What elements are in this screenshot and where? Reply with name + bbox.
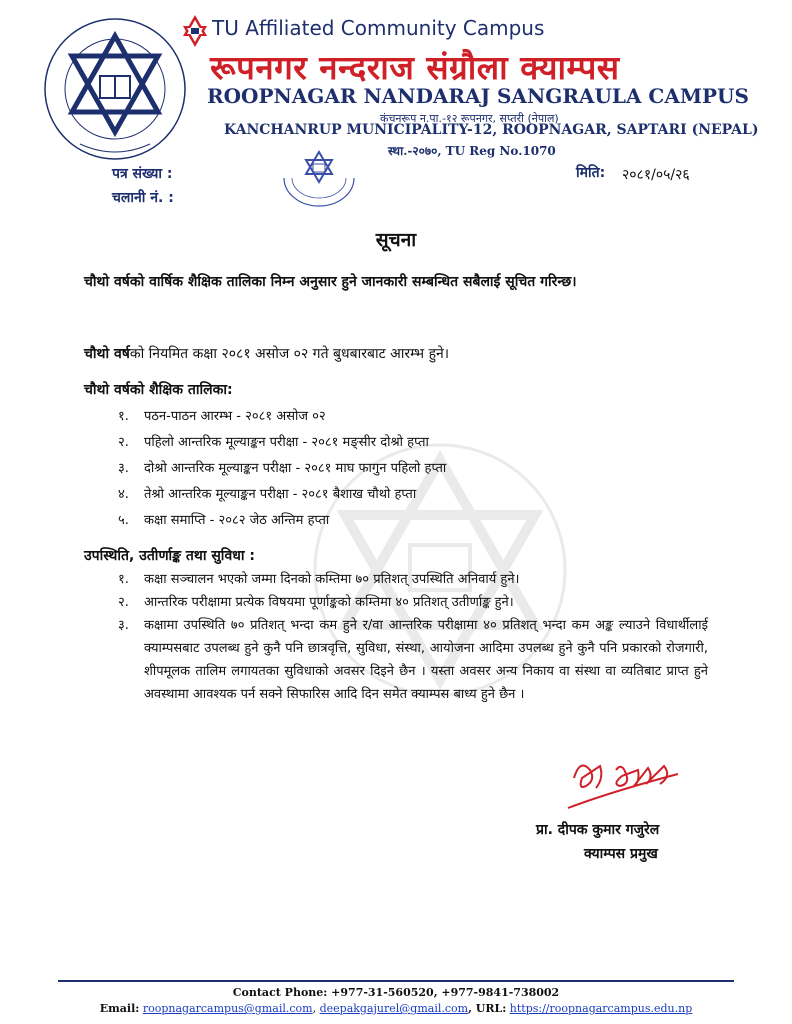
separator: ,	[312, 1002, 317, 1015]
date-value: २०८१/०५/२६	[622, 167, 690, 183]
list-text: कक्षामा उपस्थिति ७० प्रतिशत् भन्दा कम हुने र/वा आन्तरिक परीक्षामा ४० प्रतिशत् भन्दा कम अङ्क ल्याउने विधार्थीलाई क्याम्पसबाट उपलब्ध हुने कुनै पनि छात्रवृत्ति, सुविधा, संस्था, आयोजना आदिमा उपलब्ध हुने कुनै पनि प्रकारको रोजगारी, शीपमूलक तालिम लगायतका सुविधाको अवसर दिइने छैन । यस्ता अवसर अन्य निकाय वा संस्था वा व्यतिबाट प्राप्त हुने अवस्थामा आवश्यक पर्न सक्ने सिफारिस आदि दिन समेत क्याम्पस बाध्य हुने छैन ।	[144, 618, 708, 702]
list-text: कक्षा सञ्चालन भएको जम्मा दिनको कम्तिमा ७० प्रतिशत् उपस्थिति अनिवार्य हुने।	[144, 572, 520, 587]
address-english: KANCHANRUP MUNICIPALITY-12, ROOPNAGAR, SAPTARI (NEPAL)	[224, 122, 759, 138]
list-number: ४.	[118, 487, 129, 502]
signature-icon	[560, 748, 690, 818]
class-start-rest: को नियमित कक्षा २०८१ असोज ०२ गते बुधबारबाट आरम्भ हुने।	[129, 346, 450, 362]
star-flag-icon	[180, 14, 210, 48]
list-item	[118, 591, 708, 614]
email-link-campus[interactable]: roopnagarcampus@gmail.com	[142, 1002, 313, 1015]
affiliation-text: TU Affiliated Community Campus	[212, 16, 545, 40]
list-number: १.	[118, 409, 129, 424]
schedule-heading: चौथो वर्षको शैक्षिक तालिका:	[84, 382, 233, 398]
list-text: आन्तरिक परीक्षामा प्रत्येक विषयमा पूर्णाङ्कको कम्तिमा ४० प्रतिशत् उतीर्णाङ्क हुने।	[144, 595, 514, 610]
attendance-heading: उपस्थिति, उतीर्णाङ्क तथा सुविधा :	[84, 548, 255, 564]
email-label: Email:	[99, 1002, 140, 1015]
list-item	[118, 614, 708, 706]
schedule-list	[118, 404, 446, 534]
campus-logo-icon	[40, 14, 190, 164]
list-text: तेश्रो आन्तरिक मूल्याङ्कन परीक्षा - २०८१ बैशाख चौथो हप्ता	[144, 487, 417, 502]
list-item	[118, 456, 446, 482]
list-item	[118, 482, 446, 508]
footer-contact: Contact Phone: +977-31-560520, +977-9841-738002	[232, 986, 560, 999]
list-text: दोश्रो आन्तरिक मूल्याङ्कन परीक्षा - २०८१ माघ फागुन पहिलो हप्ता	[144, 461, 447, 476]
list-item	[118, 568, 708, 591]
campus-name-nepali: रूपनगर नन्दराज संग्रौला क्याम्पस	[210, 48, 620, 87]
notice-title: सूचना	[375, 229, 417, 251]
list-item	[118, 404, 446, 430]
list-number: १.	[118, 572, 129, 587]
class-start-bold: चौथो वर्ष	[84, 346, 130, 362]
signatory-title: क्याम्पस प्रमुख	[584, 846, 658, 862]
attendance-list	[118, 568, 708, 706]
list-text: पठन-पाठन आरम्भ - २०८१ असोज ०२	[144, 409, 326, 424]
letter-number-label: पत्र संख्या :	[112, 166, 173, 182]
address-nepali: कंचनरूप न.पा.-१२ रूपनगर, सप्तरी (नेपाल)	[380, 112, 559, 125]
signatory-name: प्रा. दीपक कुमार गजुरेल	[536, 822, 660, 838]
notice-intro: चौथो वर्षको वार्षिक शैक्षिक तालिका निम्न अनुसार हुने जानकारी सम्बन्धित सबैलाई सूचित गरिन्छ।	[84, 274, 577, 290]
campus-name-english: ROOPNAGAR NANDARAJ SANGRAULA CAMPUS	[207, 84, 749, 108]
established-reg-no: स्था.-२०७०, TU Reg No.1070	[388, 144, 556, 158]
list-text: पहिलो आन्तरिक मूल्याङ्कन परीक्षा - २०८१ मङ्सीर दोश्रो हप्ता	[144, 435, 429, 450]
list-item	[118, 508, 446, 534]
list-number: ५.	[118, 513, 129, 528]
url-label: , URL:	[468, 1002, 507, 1015]
website-link[interactable]: https://roopnagarcampus.edu.np	[509, 1002, 693, 1015]
date-label: मिति:	[576, 165, 606, 181]
footer-divider	[58, 980, 734, 982]
campus-seal-icon	[278, 148, 360, 208]
list-item	[118, 430, 446, 456]
class-start-line	[84, 340, 724, 368]
list-number: ३.	[118, 618, 129, 633]
list-text: कक्षा समाप्ति - २०८२ जेठ अन्तिम हप्ता	[144, 513, 330, 528]
list-number: ३.	[118, 461, 129, 476]
dispatch-number-label: चलानी नं. :	[112, 190, 174, 206]
footer-links	[0, 1002, 792, 1015]
email-link-personal[interactable]: deepakgajurel@gmail.com	[319, 1002, 469, 1015]
list-number: २.	[118, 435, 129, 450]
list-number: २.	[118, 595, 129, 610]
